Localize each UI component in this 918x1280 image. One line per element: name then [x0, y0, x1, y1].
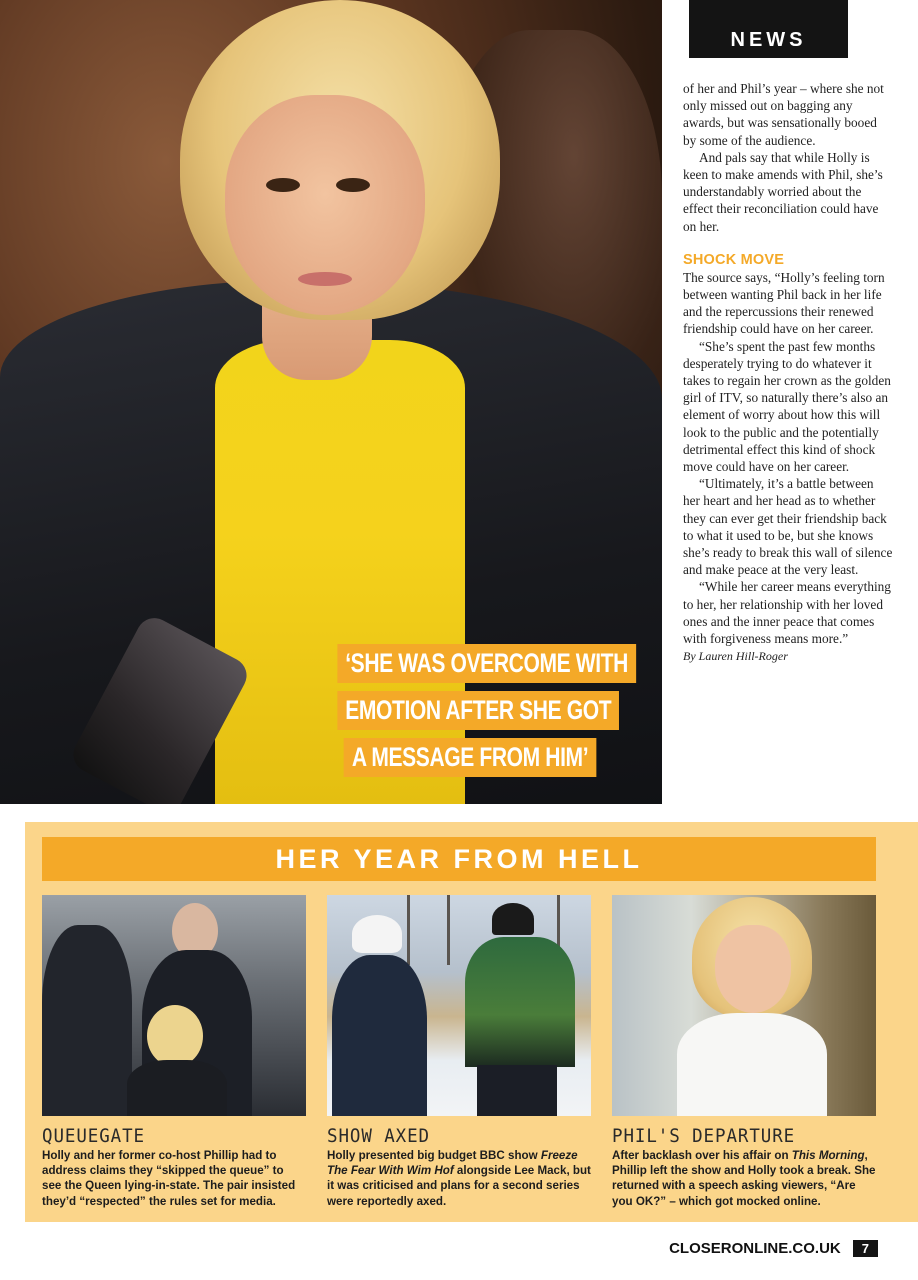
woman-head	[147, 1005, 203, 1067]
pull-quote	[337, 644, 628, 785]
card-queuegate	[42, 895, 306, 1209]
article-paragraph: “She’s spent the past few months desperately trying to do whatever it takes to regain her crown as the golden girl of ITV, so naturally there’s also an element of worry about how this will look to the public and the potentially detrimental effect this kind of shock move could have on her career.	[683, 338, 891, 475]
article-paragraph: of her and Phil’s year – where she not only missed out on bagging any awards, but was sensationally booed by some of the audience.	[683, 81, 884, 148]
face	[715, 925, 791, 1013]
tree	[447, 895, 450, 965]
section-tab: NEWS	[689, 0, 848, 58]
dark-trousers	[477, 1065, 557, 1116]
show-name: Freeze The Fear With Wim Hof	[327, 1149, 578, 1178]
article-column	[683, 80, 893, 666]
card-title: PHIL'S DEPARTURE	[612, 1125, 796, 1147]
crowd-figure	[42, 925, 132, 1116]
site-url[interactable]: CLOSERONLINE.CO.UK	[669, 1240, 841, 1257]
card-body-text: After backlash over his affair on	[612, 1149, 792, 1162]
article-paragraph: The source says, “Holly’s feeling torn between wanting Phil back in her life and the repercussions their renewed friendship could have on her career.	[683, 269, 885, 337]
card-body: Holly and her former co-host Phillip had to address claims they “skipped the queue” to see the Queen lying-in-state. The pair insisted they’d “respected” the rules set for media.	[42, 1149, 296, 1208]
pull-quote-line: A MESSAGE FROM HIM’	[344, 738, 596, 777]
page-footer	[669, 1240, 878, 1257]
card-show-axed	[327, 895, 591, 1209]
article-paragraph: “While her career means everything to her, her relationship with her loved ones and the inner peace that comes with forgiveness means more.”	[683, 579, 891, 647]
year-from-hell-panel	[25, 822, 918, 1222]
card-body	[612, 1148, 876, 1209]
woman-coat	[127, 1060, 227, 1116]
hero-photo	[0, 0, 662, 804]
panel-header: HER YEAR FROM HELL	[42, 837, 876, 881]
white-top	[677, 1013, 827, 1116]
pull-quote-line: EMOTION AFTER SHE GOT	[337, 691, 619, 730]
byline: By Lauren Hill-Roger	[683, 649, 788, 664]
queuegate-photo	[42, 895, 306, 1116]
green-jacket	[465, 937, 575, 1067]
card-body	[327, 1148, 591, 1209]
card-body-text: Holly presented big budget BBC show	[327, 1149, 541, 1162]
article-paragraph: And pals say that while Holly is keen to make amends with Phil, she’s understandably worried about the effect their reconciliation could have on her.	[683, 149, 883, 234]
page-number: 7	[853, 1240, 878, 1257]
card-phils-departure	[612, 895, 876, 1209]
left-eye	[266, 178, 300, 192]
pull-quote-line: ‘SHE WAS OVERCOME WITH	[337, 644, 635, 683]
beanie	[492, 903, 534, 935]
fur-hat	[352, 915, 402, 953]
card-body-text: alongside Lee Mack, but it was criticised and plans for a second series were reportedly axed.	[327, 1164, 591, 1208]
right-eye	[336, 178, 370, 192]
tree	[407, 895, 410, 965]
article-subhead: SHOCK MOVE	[683, 251, 785, 268]
article-paragraph: “Ultimately, it’s a battle between her heart and her head as to whether they can ever get their friendship back to what it used to be, but she knows she’s ready to break this wall of silence and make peace at the very least.	[683, 476, 893, 578]
card-body-text: , Phillip left the show and Holly took a break. She returned with a speech asking viewers, “Are you OK?” – which got mocked online.	[612, 1149, 876, 1208]
ski-suit	[332, 955, 427, 1116]
card-title: SHOW AXED	[327, 1125, 430, 1147]
card-title: QUEUEGATE	[42, 1125, 145, 1147]
show-name: This Morning	[791, 1149, 865, 1162]
mouth	[298, 272, 352, 286]
phils-departure-photo	[612, 895, 876, 1116]
show-axed-photo	[327, 895, 591, 1116]
